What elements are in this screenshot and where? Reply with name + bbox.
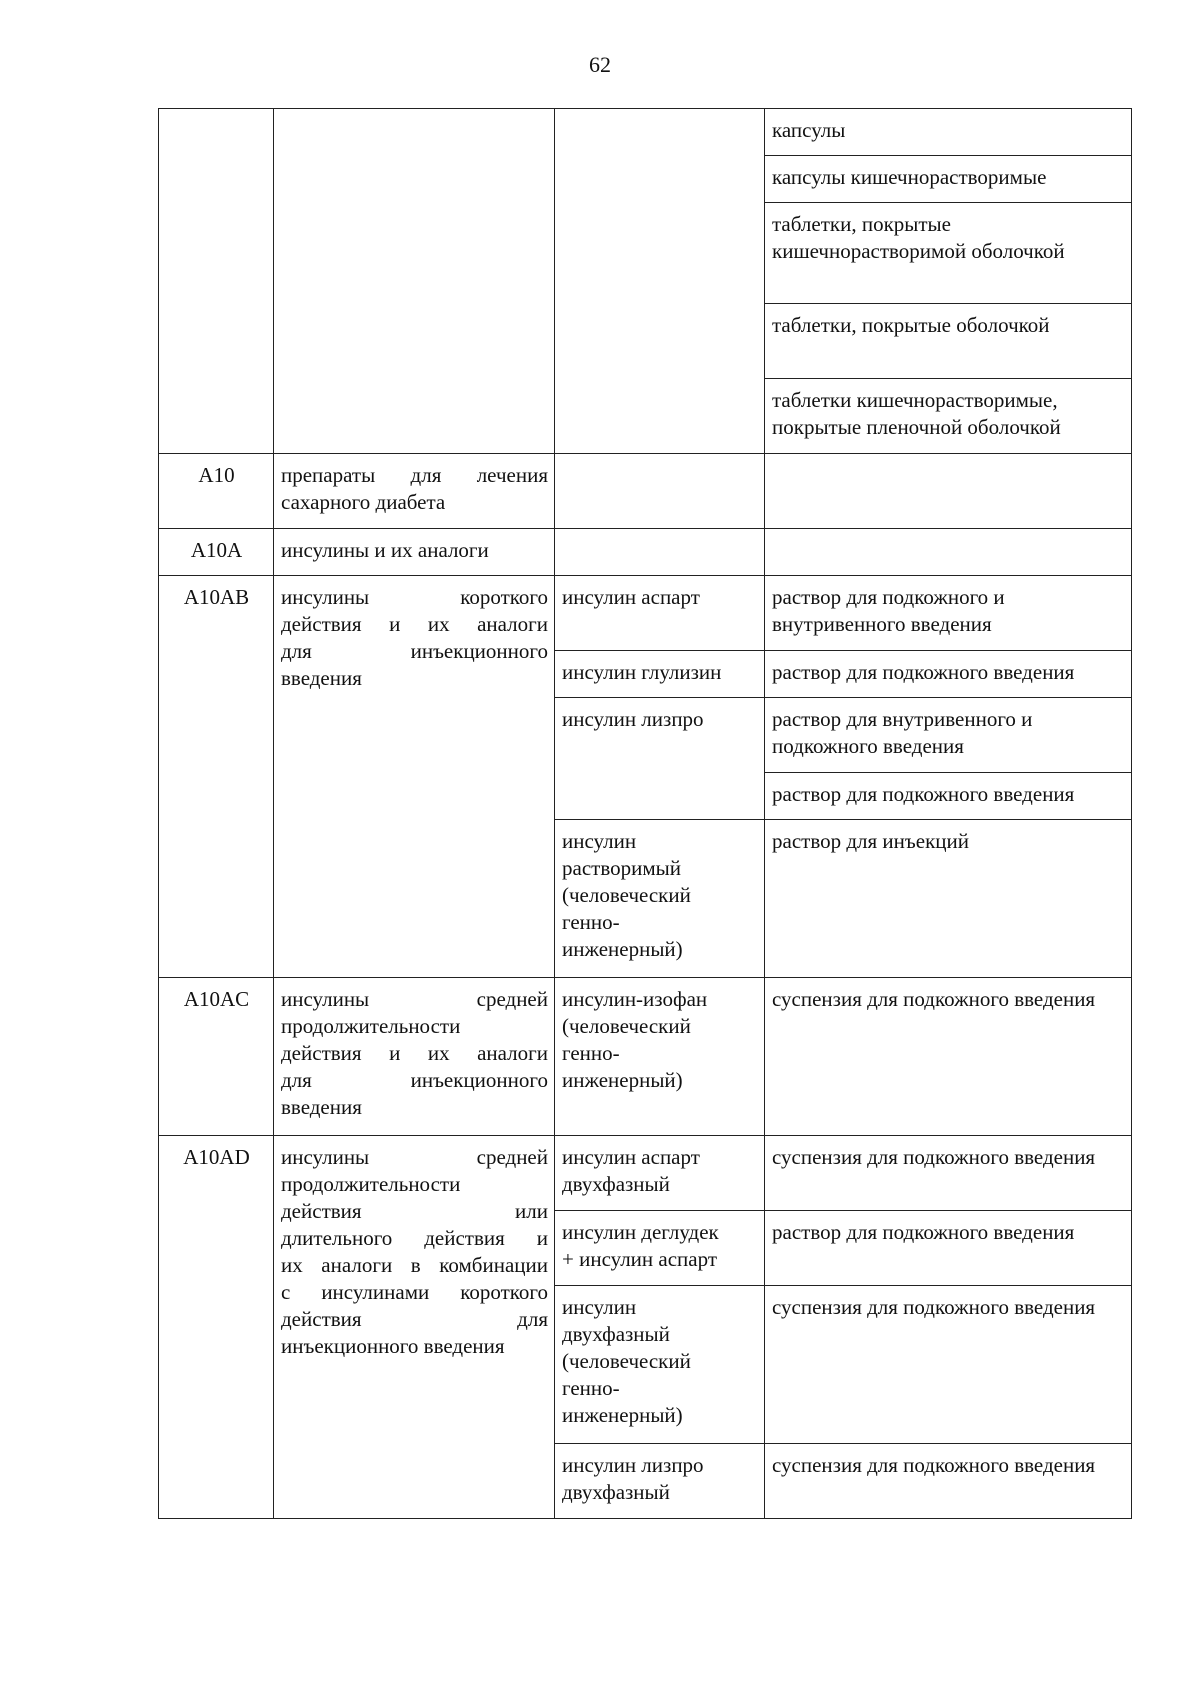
group-name: инсулины и их аналоги xyxy=(274,529,555,576)
dosage-form-cell: раствор для инъекций xyxy=(765,820,1132,978)
code-cell xyxy=(159,109,274,454)
dosage-form-cell xyxy=(765,454,1132,529)
substance-name: инсулин лизпро двухфазный xyxy=(555,1444,765,1519)
page-number: 62 xyxy=(589,52,611,77)
dosage-form-cell: раствор для внутривенного и подкожного введения xyxy=(765,698,1132,773)
atc-code: A10AD xyxy=(159,1136,274,1519)
dosage-form-cell: раствор для подкожного введения xyxy=(765,1211,1132,1286)
group-line: для инъекционного xyxy=(281,1068,548,1092)
group-line: их аналоги в комбинации xyxy=(281,1253,548,1277)
table-row xyxy=(159,978,1132,1136)
table-row xyxy=(159,1136,1132,1211)
group-line: инсулины средней xyxy=(281,987,548,1011)
table-row xyxy=(159,529,1132,576)
dosage-form-cell: капсулы xyxy=(765,109,1132,156)
atc-code: A10AC xyxy=(159,978,274,1136)
group-line: действия или xyxy=(281,1199,548,1223)
dosage-form-cell: раствор для подкожного и внутривенного введения xyxy=(765,576,1132,651)
dosage-form-cell xyxy=(765,529,1132,576)
dosage-form-cell: суспензия для подкожного введения xyxy=(765,1286,1132,1444)
substance-name: инсулин растворимый (человеческий генно- инженерный) xyxy=(555,820,765,978)
dosage-form-cell: суспензия для подкожного введения xyxy=(765,1136,1132,1211)
table-row xyxy=(159,576,1132,651)
group-line: инъекционного введения xyxy=(281,1334,505,1358)
substance-name: инсулин аспарт двухфазный xyxy=(555,1136,765,1211)
group-cell xyxy=(274,576,555,978)
group-line: препараты для лечения xyxy=(281,463,548,487)
substance-name: инсулин аспарт xyxy=(555,576,765,651)
group-line: действия и их аналоги xyxy=(281,612,548,636)
substance-name: инсулин-изофан (человеческий генно- инженерный) xyxy=(555,978,765,1136)
substance-name: инсулин двухфазный (человеческий генно- инженерный) xyxy=(555,1286,765,1444)
group-cell xyxy=(274,109,555,454)
drug-table xyxy=(158,108,1132,1519)
substance-cell xyxy=(555,529,765,576)
group-cell xyxy=(274,454,555,529)
table-row xyxy=(159,454,1132,529)
substance-cell xyxy=(555,109,765,454)
group-line: сахарного диабета xyxy=(281,490,446,514)
atc-code: A10AB xyxy=(159,576,274,978)
group-line: действия для xyxy=(281,1307,548,1331)
dosage-form-cell: раствор для подкожного введения xyxy=(765,651,1132,698)
atc-code: A10 xyxy=(159,454,274,529)
substance-name: инсулин лизпро xyxy=(555,698,765,820)
group-line: продолжительности xyxy=(281,1014,461,1038)
dosage-form-cell: таблетки, покрытые оболочкой xyxy=(765,304,1132,379)
group-line: введения xyxy=(281,1095,362,1119)
group-line: продолжительности xyxy=(281,1172,461,1196)
group-cell xyxy=(274,1136,555,1519)
dosage-form-cell: суспензия для подкожного введения xyxy=(765,978,1132,1136)
dosage-form-cell: раствор для подкожного введения xyxy=(765,773,1132,820)
group-line: длительного действия и xyxy=(281,1226,548,1250)
group-line: инсулины средней xyxy=(281,1145,548,1169)
group-line: введения xyxy=(281,666,362,690)
dosage-form-cell: таблетки кишечнорастворимые, покрытые пленочной оболочкой xyxy=(765,379,1132,454)
dosage-form-cell: суспензия для подкожного введения xyxy=(765,1444,1132,1519)
dosage-form-cell: таблетки, покрытые кишечнорастворимой оболочкой xyxy=(765,203,1132,304)
substance-name: инсулин деглудек + инсулин аспарт xyxy=(555,1211,765,1286)
group-line: действия и их аналоги xyxy=(281,1041,548,1065)
group-line: инсулины короткого xyxy=(281,585,548,609)
dosage-form-cell: капсулы кишечнорастворимые xyxy=(765,156,1132,203)
substance-cell xyxy=(555,454,765,529)
substance-name: инсулин глулизин xyxy=(555,651,765,698)
atc-code: A10A xyxy=(159,529,274,576)
group-line: для инъекционного xyxy=(281,639,548,663)
table-row xyxy=(159,109,1132,156)
group-line: с инсулинами короткого xyxy=(281,1280,548,1304)
group-cell xyxy=(274,978,555,1136)
